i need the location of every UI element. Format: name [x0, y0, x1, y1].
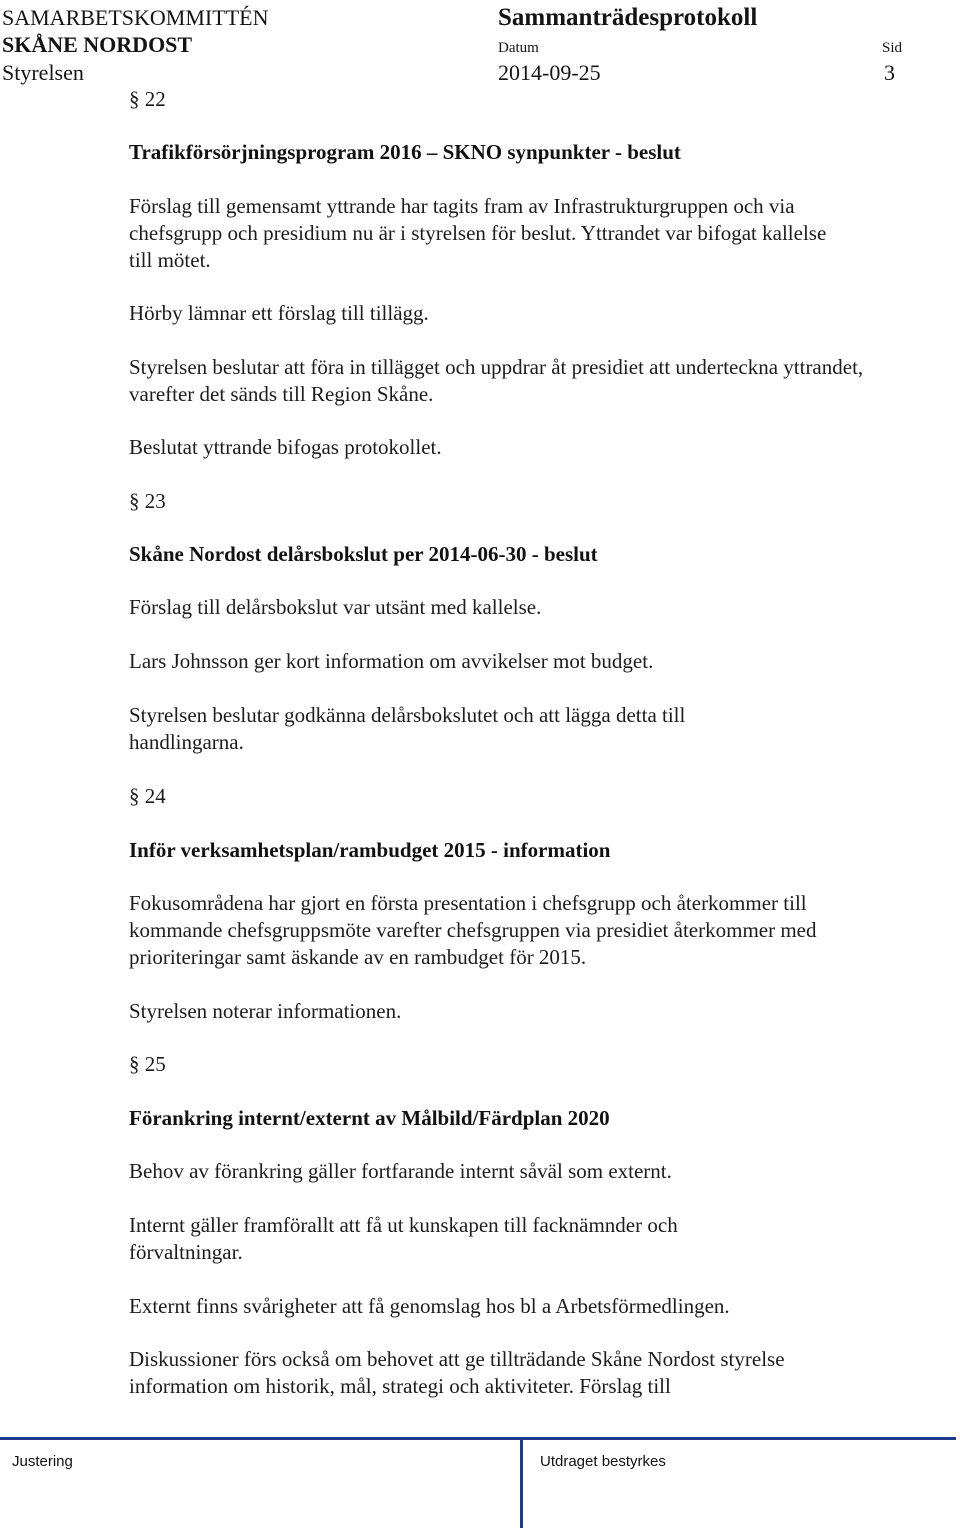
- page-label: Sid: [882, 40, 903, 56]
- footer-rule: [0, 1437, 956, 1440]
- section-number: § 24: [129, 784, 166, 808]
- section-number: § 23: [129, 489, 166, 513]
- page-number: 3: [884, 60, 895, 85]
- paragraph: Förslag till delårsbokslut var utsänt med kallelse.: [129, 595, 542, 619]
- section-heading: Förankring internt/externt av Målbild/Färdplan 2020: [129, 1106, 610, 1130]
- section-number: § 25: [129, 1052, 166, 1076]
- section-heading: Skåne Nordost delårsbokslut per 2014-06-30 - beslut: [129, 542, 598, 566]
- paragraph: Diskussioner förs också om behovet att ge tillträdande Skåne Nordost styrelse information om historik, mål, strategi och aktiviteter. Förslag till: [129, 1347, 785, 1398]
- footer-divider: [520, 1437, 523, 1528]
- section-heading: Inför verksamhetsplan/rambudget 2015 - information: [129, 838, 611, 862]
- paragraph: Behov av förankring gäller fortfarande internt såväl som externt.: [129, 1159, 672, 1183]
- paragraph: Styrelsen beslutar godkänna delårsbokslutet och att lägga detta till handlingarna.: [129, 703, 686, 754]
- footer-justering-label: Justering: [12, 1453, 73, 1470]
- org-name-line1: SAMARBETSKOMMITTÉN: [2, 5, 269, 30]
- date-label: Datum: [498, 40, 539, 56]
- paragraph: Externt finns svårigheter att få genomslag hos bl a Arbetsförmedlingen.: [129, 1294, 730, 1318]
- paragraph: Styrelsen noterar informationen.: [129, 999, 402, 1023]
- paragraph: Hörby lämnar ett förslag till tillägg.: [129, 301, 429, 325]
- paragraph: Internt gäller framförallt att få ut kunskapen till facknämnder och förvaltningar.: [129, 1213, 678, 1264]
- paragraph: Fokusområdena har gjort en första presentation i chefsgrupp och återkommer till kommande chefsgruppsmöte varefter chefsgruppen via presidiet återkommer med prioriteringar samt äskande av en rambudget för 2015.: [129, 891, 817, 969]
- section-heading: Trafikförsörjningsprogram 2016 – SKNO synpunkter - beslut: [129, 140, 681, 164]
- paragraph: Förslag till gemensamt yttrande har tagits fram av Infrastrukturgruppen och via chefsgrupp och presidium nu är i styrelsen för beslut. Yttrandet var bifogat kallelse till mötet.: [129, 194, 827, 272]
- org-name-line2: SKÅNE NORDOST: [2, 32, 193, 57]
- date-value: 2014-09-25: [498, 60, 601, 85]
- paragraph: Lars Johnsson ger kort information om avvikelser mot budget.: [129, 649, 654, 673]
- section-number: § 22: [129, 87, 166, 111]
- footer-utdraget-label: Utdraget bestyrkes: [540, 1453, 666, 1470]
- department-name: Styrelsen: [2, 60, 84, 85]
- document-title: Sammanträdesprotokoll: [498, 4, 758, 31]
- paragraph: Styrelsen beslutar att föra in tillägget och uppdrar åt presidiet att underteckna yttrandet, varefter det sänds till Region Skåne.: [129, 355, 864, 406]
- paragraph: Beslutat yttrande bifogas protokollet.: [129, 435, 442, 459]
